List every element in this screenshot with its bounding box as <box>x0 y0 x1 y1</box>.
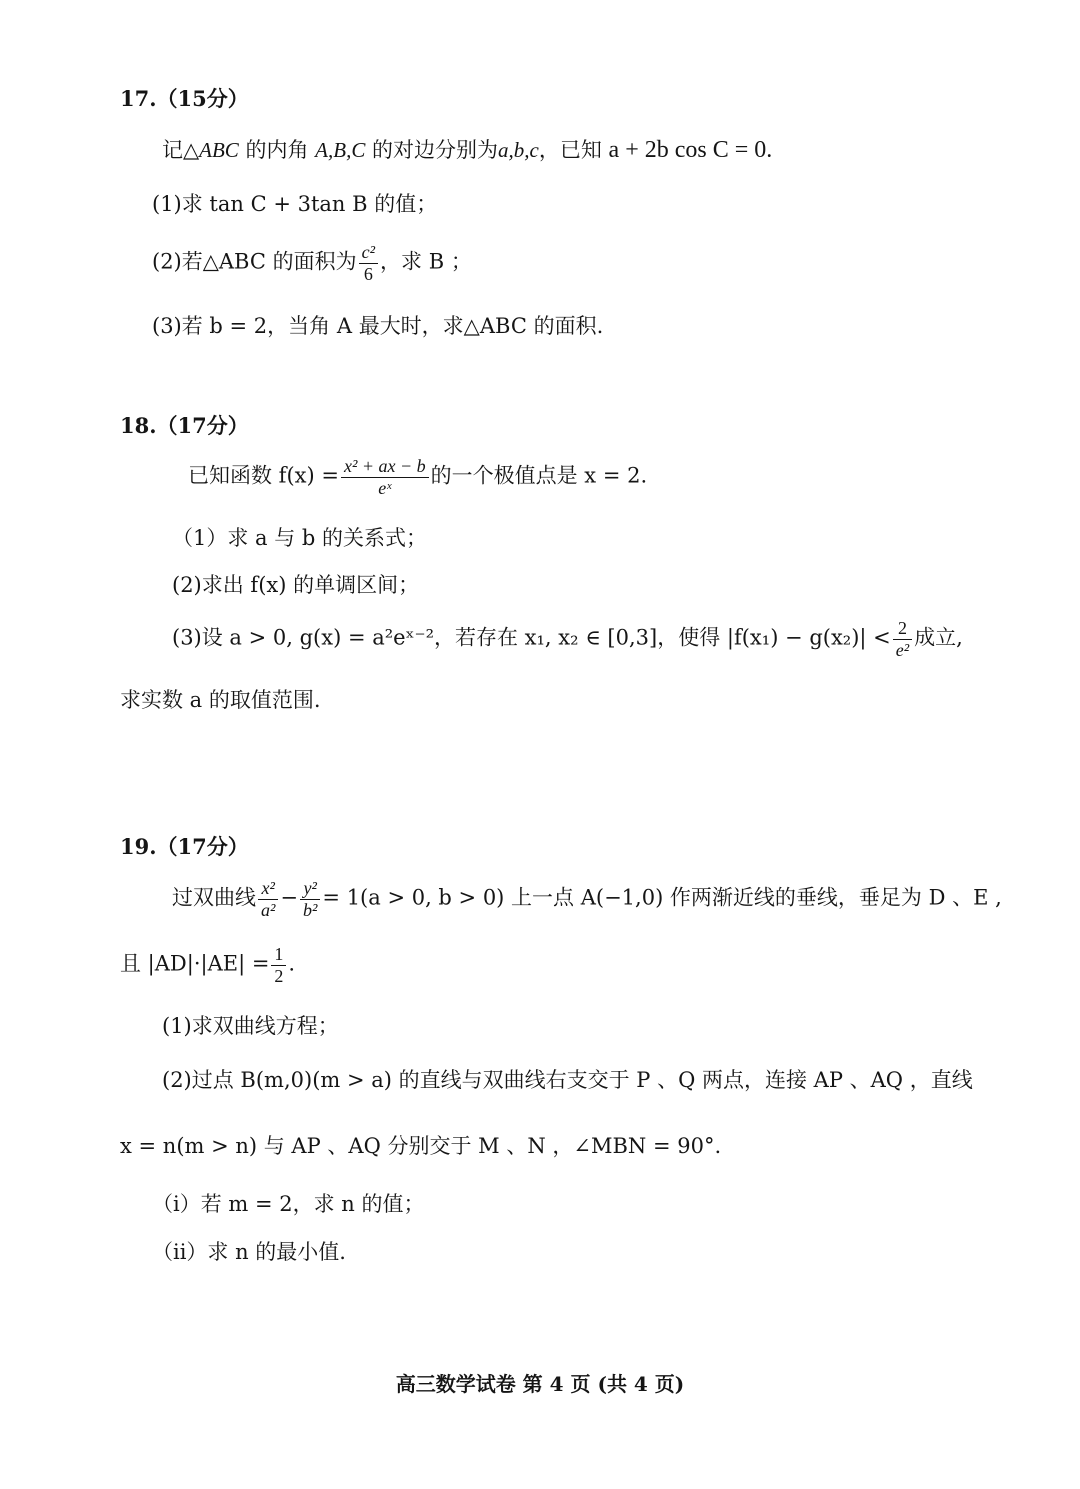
q17-stem-mid: 的内角 <box>238 138 316 162</box>
q17-area-fraction <box>359 242 378 284</box>
q19-header: 19.（17分） <box>120 834 249 859</box>
q18-bound-fraction <box>893 618 912 660</box>
q19-sub2: （ii）求 n 的最小值. <box>152 1240 346 1264</box>
q19-y-denominator: b² <box>300 899 320 921</box>
q18-bound-denominator: e² <box>893 639 912 661</box>
q17-part3: (3)若 b = 2，当角 A 最大时，求△ABC 的面积. <box>152 314 604 338</box>
q18-function-denominator: eˣ <box>341 477 429 499</box>
q19-part2-cont: x = n(m > n) 与 AP 、AQ 分别交于 M 、N ，∠MBN = 90°. <box>120 1134 722 1158</box>
q19-part2: (2)过点 B(m,0)(m > a) 的直线与双曲线右支交于 P 、Q 两点，连接 AP 、AQ ，直线 <box>162 1068 973 1092</box>
q18-header: 18.（17分） <box>120 413 249 438</box>
q19-y-numerator: y² <box>303 878 317 898</box>
page-footer: 高三数学试卷 第 4 页 (共 4 页) <box>395 1372 685 1396</box>
q18-part2: (2)求出 f(x) 的单调区间； <box>172 573 420 597</box>
q19-stem <box>172 878 1002 920</box>
q18-part3-tail: 求实数 a 的取值范围. <box>120 688 321 712</box>
q19-part1: (1)求双曲线方程； <box>162 1014 339 1038</box>
q17-part1: (1)求 tan C + 3tan B 的值； <box>152 192 438 216</box>
q18-function-numerator: x² + ax − b <box>343 456 426 476</box>
q17-stem-sides: a,b,c <box>498 138 539 162</box>
q17-area-numerator: c² <box>361 242 376 262</box>
q17-stem-angles: A,B,C <box>315 138 366 162</box>
q17-stem-mid3: ，已知 <box>538 138 609 162</box>
q19-x-denominator: a² <box>258 899 278 921</box>
q19-product-denominator: 2 <box>271 965 286 987</box>
q17-stem-mid2: 的对边分别为 <box>365 138 499 162</box>
q18-stem-suffix: 的一个极值点是 x = 2. <box>430 463 648 488</box>
q19-x-fraction <box>258 878 278 920</box>
q18-part3-prefix: (3)设 a > 0, g(x) = a²eˣ⁻²，若存在 x₁, x₂ ∈ [0,3]，使得 |f(x₁) − g(x₂)| < <box>172 625 891 650</box>
q19-stem-prefix: 过双曲线 <box>172 885 256 910</box>
q19-product-numerator: 1 <box>274 944 284 964</box>
q17-area-denominator: 6 <box>359 263 378 285</box>
q19-line2-prefix: 且 |AD|·|AE| = <box>120 951 270 976</box>
q18-part3-suffix: 成立, <box>914 625 963 650</box>
q19-stem-mid: = 1(a > 0, b > 0) 上一点 A(−1,0) 作两渐近线的垂线，垂足为 D 、E , <box>322 885 1002 910</box>
q18-part3 <box>172 618 963 660</box>
q17-stem-prefix: 记 <box>162 138 183 162</box>
q18-stem-prefix: 已知函数 f(x) = <box>188 463 339 488</box>
q18-bound-numerator: 2 <box>897 618 907 638</box>
q19-sub1: （i）若 m = 2，求 n 的值； <box>152 1192 425 1216</box>
q17-stem-triangle: △ABC <box>183 138 239 162</box>
q17-stem <box>162 136 772 165</box>
q18-stem <box>188 456 647 498</box>
q17-header: 17.（15分） <box>120 86 249 111</box>
q18-part1: （1）求 a 与 b 的关系式； <box>172 526 428 550</box>
q19-line2 <box>120 944 295 986</box>
q19-product-fraction <box>271 944 286 986</box>
q19-y-fraction <box>300 878 320 920</box>
q19-line2-suffix: . <box>288 951 296 976</box>
q17-stem-condition: a + 2b cos C = 0. <box>608 137 773 163</box>
q17-part2-suffix: ，求 B ； <box>380 249 472 274</box>
q18-function-fraction <box>341 456 429 498</box>
q17-part2-prefix: (2)若△ABC 的面积为 <box>152 249 357 274</box>
q19-minus: − <box>280 885 299 910</box>
q17-part2 <box>152 242 472 284</box>
q19-x-numerator: x² <box>261 878 275 898</box>
